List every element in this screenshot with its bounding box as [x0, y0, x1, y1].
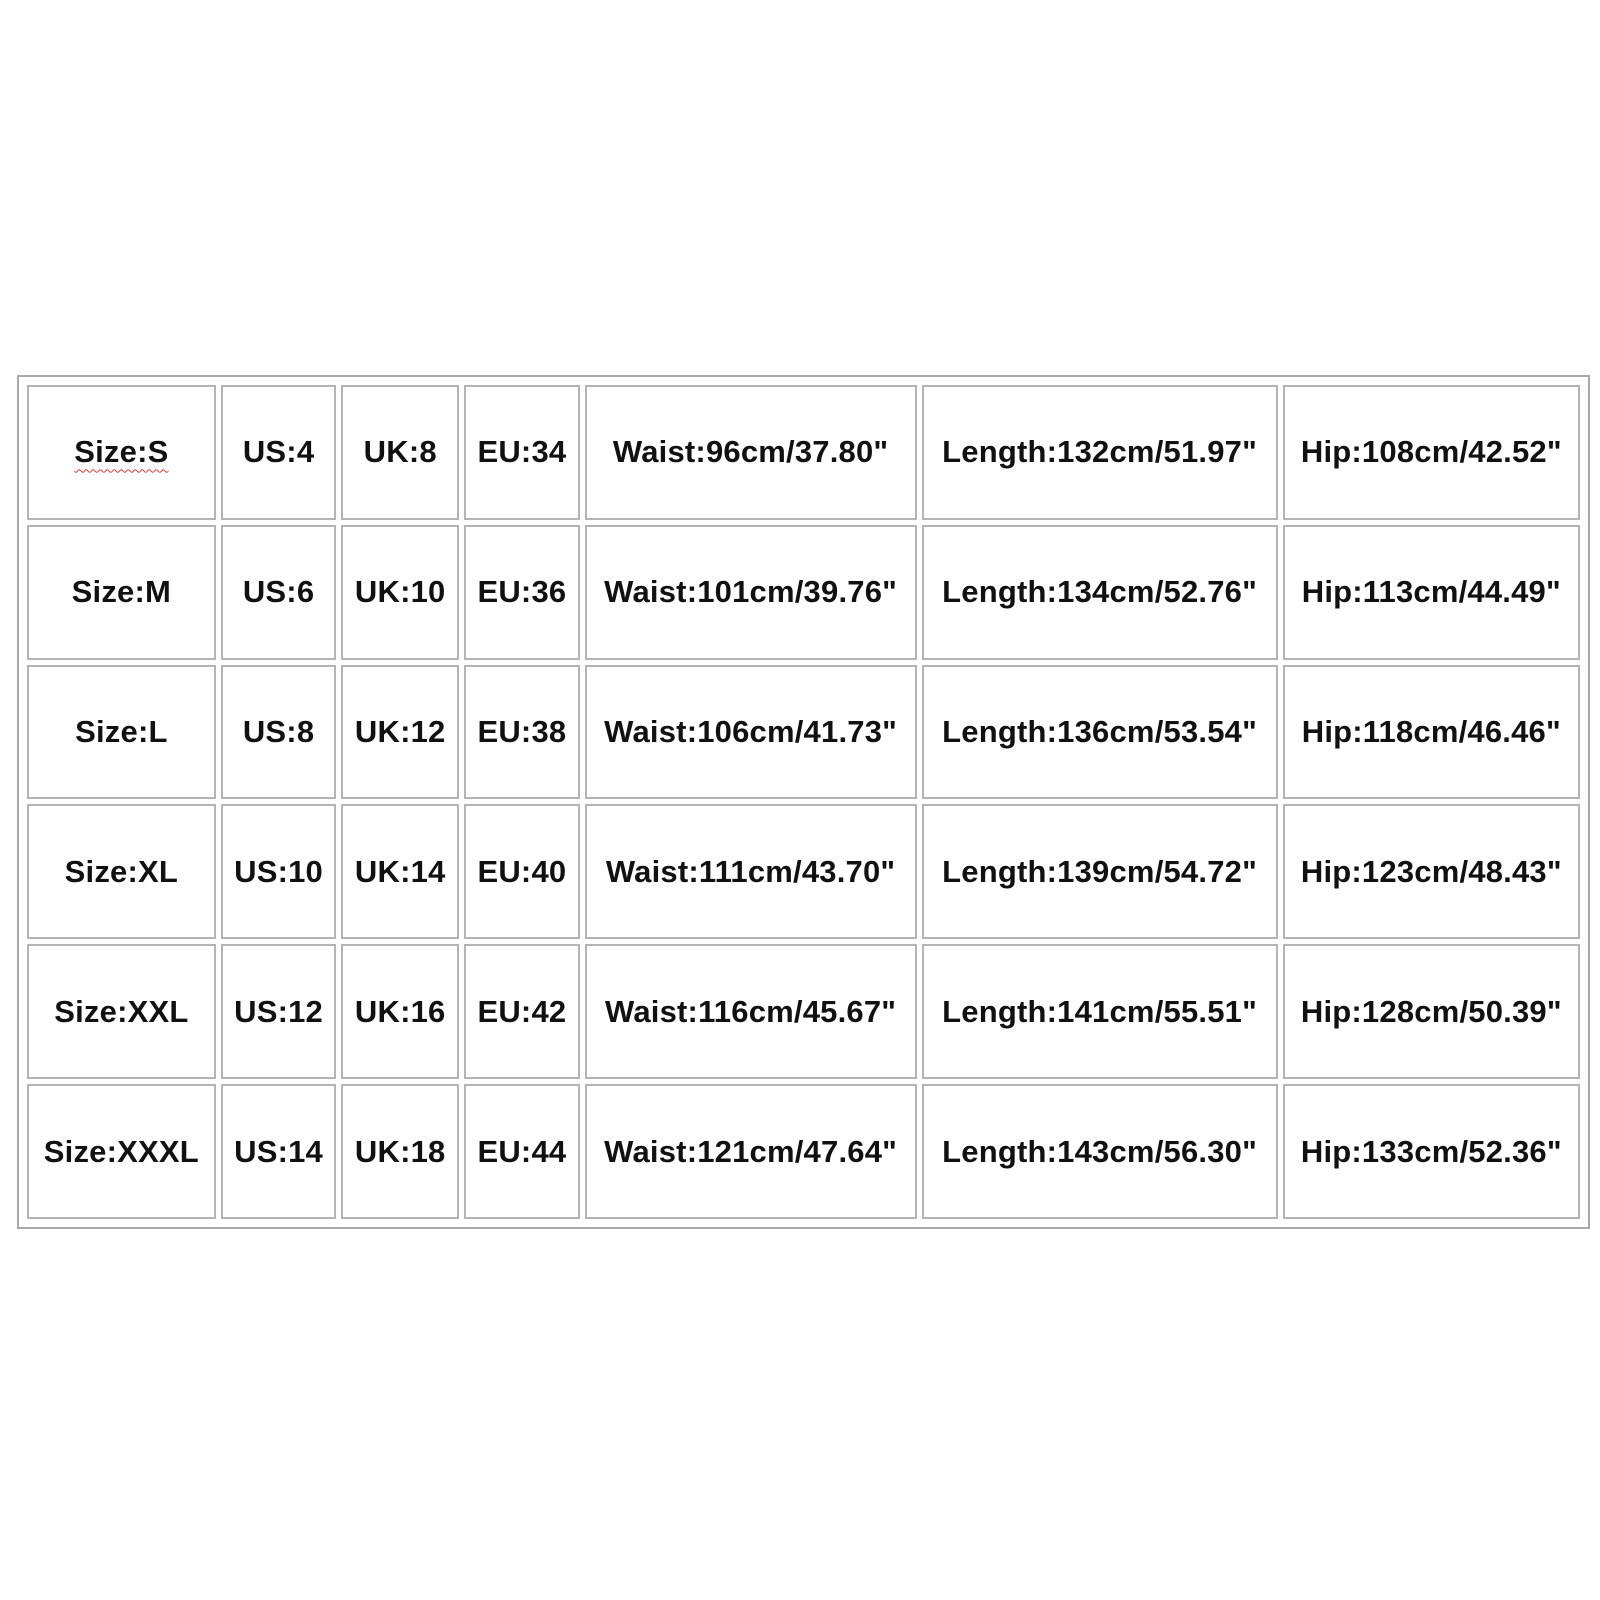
waist-cell: Waist:96cm/37.80": [585, 385, 917, 520]
us-size-cell: US:12: [221, 944, 337, 1079]
size-cell: Size:XL: [27, 804, 216, 939]
uk-size-cell: UK:10: [341, 525, 459, 660]
waist-cell: Waist:111cm/43.70": [585, 804, 917, 939]
eu-size-cell: EU:44: [464, 1084, 580, 1219]
hip-cell: Hip:108cm/42.52": [1283, 385, 1580, 520]
hip-cell: Hip:113cm/44.49": [1283, 525, 1580, 660]
size-cell: [27, 385, 216, 520]
length-cell: Length:132cm/51.97": [922, 385, 1278, 520]
size-cell: Size:M: [27, 525, 216, 660]
eu-size-cell: EU:36: [464, 525, 580, 660]
size-chart-table: [22, 380, 1585, 1224]
length-cell: Length:143cm/56.30": [922, 1084, 1278, 1219]
eu-size-cell: EU:40: [464, 804, 580, 939]
waist-cell: Waist:116cm/45.67": [585, 944, 917, 1079]
eu-size-cell: EU:42: [464, 944, 580, 1079]
us-size-cell: US:8: [221, 665, 337, 800]
waist-cell: Waist:101cm/39.76": [585, 525, 917, 660]
uk-size-cell: UK:14: [341, 804, 459, 939]
size-cell: Size:XXL: [27, 944, 216, 1079]
us-size-cell: US:14: [221, 1084, 337, 1219]
hip-cell: Hip:133cm/52.36": [1283, 1084, 1580, 1219]
size-label: Size:S: [74, 434, 169, 470]
table-row: [27, 944, 1580, 1079]
hip-cell: Hip:118cm/46.46": [1283, 665, 1580, 800]
hip-cell: Hip:123cm/48.43": [1283, 804, 1580, 939]
waist-cell: Waist:121cm/47.64": [585, 1084, 917, 1219]
size-chart: [17, 375, 1590, 1229]
us-size-cell: US:4: [221, 385, 337, 520]
eu-size-cell: EU:34: [464, 385, 580, 520]
size-cell: Size:XXXL: [27, 1084, 216, 1219]
uk-size-cell: UK:18: [341, 1084, 459, 1219]
table-row: [27, 385, 1580, 520]
waist-cell: Waist:106cm/41.73": [585, 665, 917, 800]
table-row: [27, 1084, 1580, 1219]
uk-size-cell: UK:8: [341, 385, 459, 520]
length-cell: Length:139cm/54.72": [922, 804, 1278, 939]
us-size-cell: US:10: [221, 804, 337, 939]
table-row: [27, 665, 1580, 800]
eu-size-cell: EU:38: [464, 665, 580, 800]
hip-cell: Hip:128cm/50.39": [1283, 944, 1580, 1079]
us-size-cell: US:6: [221, 525, 337, 660]
table-row: [27, 525, 1580, 660]
length-cell: Length:136cm/53.54": [922, 665, 1278, 800]
uk-size-cell: UK:12: [341, 665, 459, 800]
size-cell: Size:L: [27, 665, 216, 800]
length-cell: Length:141cm/55.51": [922, 944, 1278, 1079]
table-row: [27, 804, 1580, 939]
uk-size-cell: UK:16: [341, 944, 459, 1079]
length-cell: Length:134cm/52.76": [922, 525, 1278, 660]
